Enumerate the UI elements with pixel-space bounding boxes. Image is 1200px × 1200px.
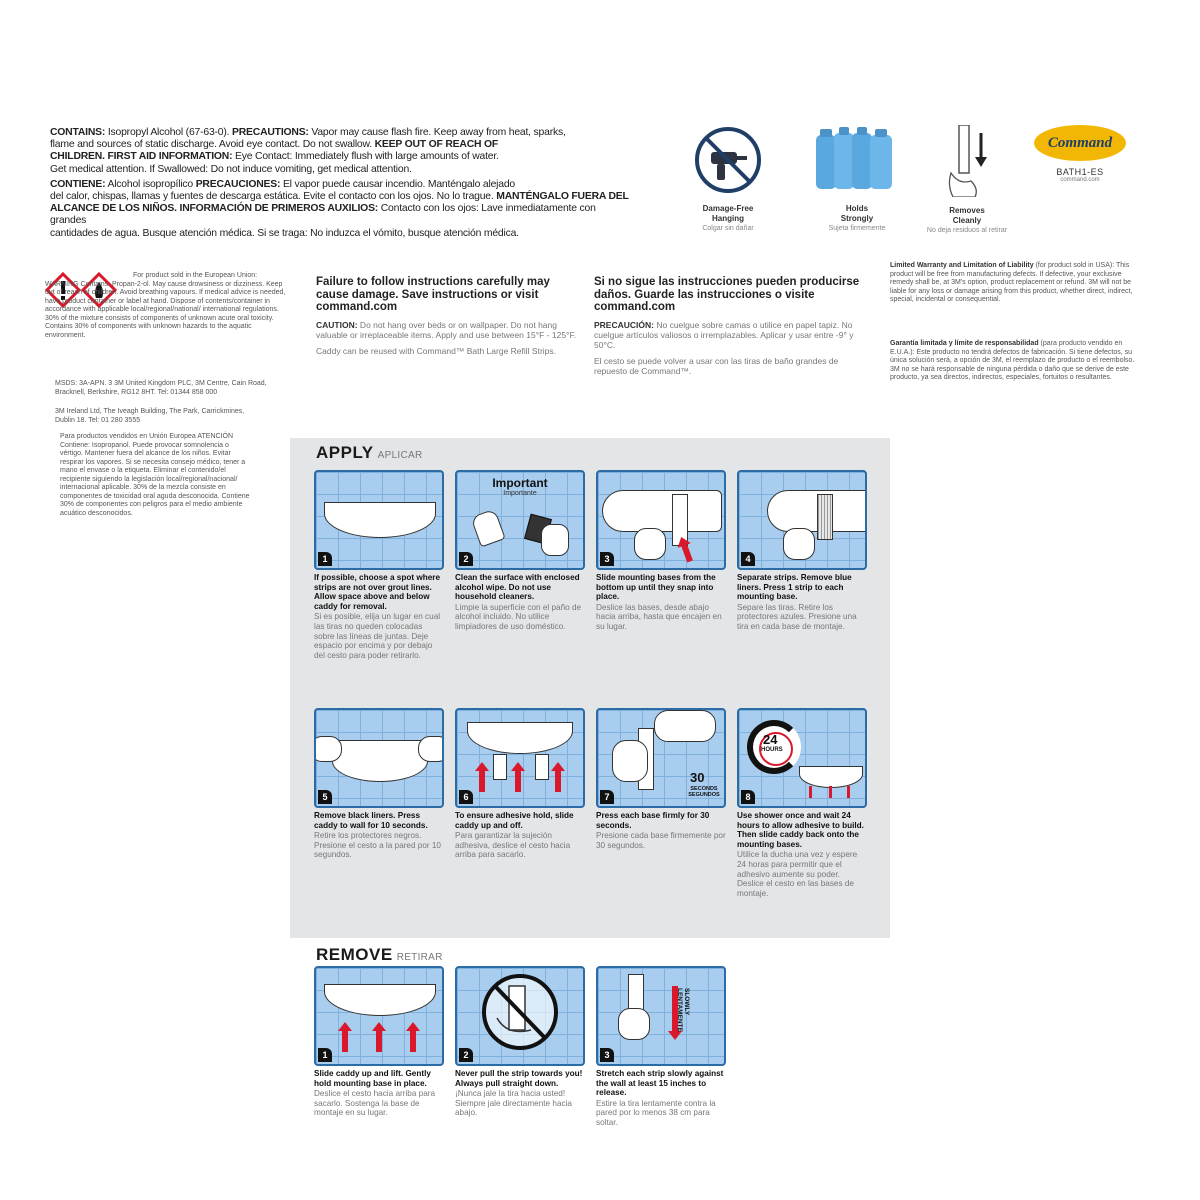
contains-text: Isopropyl Alcohol (67-63-0). xyxy=(105,127,232,138)
step-text-es: ¡Nunca jale la tira hacia usted! Siempre jale directamente hacia abajo. xyxy=(455,1089,572,1118)
contains-block xyxy=(50,127,630,243)
step-number: 2 xyxy=(459,552,473,566)
step-illustration xyxy=(596,966,726,1066)
primeros-auxilios-text-2: cantidades de agua. Busque atención médica. Si se traga: No induzca el vómito, busque atención médica. xyxy=(50,227,519,239)
step-illustration xyxy=(314,470,444,570)
caution-text-es: No cuelgue sobre camas o utilice en papel tapiz. No cuelgue artículos valiosos o irremplazables. Aplicar y usar entre -9° y 50°C. xyxy=(594,319,854,350)
step-text-en: Slide caddy up and lift. Gently hold mounting base in place. xyxy=(314,1069,431,1088)
precauciones-label: PRECAUCIONES: xyxy=(195,178,281,190)
bottles-icon xyxy=(812,125,902,195)
feature-subtitle: Sujeta firmemente xyxy=(828,225,886,232)
important-label-es: Importante xyxy=(503,490,537,497)
brand-name: Command xyxy=(1047,134,1113,151)
precautions-text: Vapor may cause flash fire. Keep away from heat, sparks, xyxy=(308,127,566,138)
seconds-number: 30 xyxy=(690,770,705,785)
apply-step-3 xyxy=(596,470,726,632)
step-number: 1 xyxy=(318,1048,332,1062)
step-illustration xyxy=(737,708,867,808)
feature-title: Holds Strongly xyxy=(840,204,874,223)
step-text-en: Separate strips. Remove blue liners. Press 1 strip to each mounting base. xyxy=(737,573,852,602)
step-number: 3 xyxy=(600,552,614,566)
contains-es xyxy=(50,179,630,240)
model-number: BATH1-ES xyxy=(1056,167,1104,177)
first-aid-label: CHILDREN. FIRST AID INFORMATION: xyxy=(50,151,233,163)
feature-holds-strongly xyxy=(812,125,902,233)
step-number: 5 xyxy=(318,790,332,804)
step-illustration xyxy=(596,708,726,808)
precauciones-text: El vapor puede causar incendio. Manténgalo alejado xyxy=(280,178,515,190)
failure-notice-es xyxy=(594,276,866,376)
precautions-text-2: flame and sources of static discharge. Avoid eye contact. Do not swallow. xyxy=(50,139,375,151)
step-text-en: Remove black liners. Press caddy to wall for 10 seconds. xyxy=(314,811,428,830)
no-pull-icon xyxy=(457,968,583,1064)
feature-subtitle: No deja residuos al retirar xyxy=(926,227,1008,234)
failure-heading-en: Failure to follow instructions carefully may cause damage. Save instructions or visit command.com xyxy=(316,276,550,313)
step-text-en: Never pull the strip towards you! Always pull straight down. xyxy=(455,1069,583,1088)
step-illustration xyxy=(314,966,444,1066)
caution-en xyxy=(316,320,578,340)
remove-step-3 xyxy=(596,966,726,1128)
step-illustration xyxy=(455,708,585,808)
step-text-en: To ensure adhesive hold, slide caddy up and off. xyxy=(455,811,574,830)
step-number: 4 xyxy=(741,552,755,566)
step-number: 7 xyxy=(600,790,614,804)
step-text-es: Limpie la superficie con el paño de alcohol incluido. No utilice limpiadores de uso doméstico. xyxy=(455,602,582,631)
eu-address-ireland: 3M Ireland Ltd, The Iveagh Building, The Park, Carrickmines, Dublin 18. Tel: 01 280 3555 xyxy=(55,408,245,424)
step-number: 1 xyxy=(318,552,332,566)
seconds-label: SECONDS SEGUNDOS xyxy=(688,786,720,798)
step-number: 6 xyxy=(459,790,473,804)
feature-title: Damage-Free Hanging xyxy=(702,204,754,223)
step-illustration xyxy=(455,470,585,570)
contiene-text: Alcohol isopropílico xyxy=(105,178,196,190)
step-number: 3 xyxy=(600,1048,614,1062)
keep-out-label: KEEP OUT OF REACH OF xyxy=(374,139,499,151)
step-text-es: Deslice el cesto hacia arriba para sacarlo. Sostenga la base de montaje en su lugar. xyxy=(314,1089,436,1118)
eu-warning-text-es: Para productos vendidos en Unión Europea ATENCIÓN Contiene: Isopropanol. Puede provocar somnolencia o vértigo. Mantener fuera del alcance de los niños. Evitar respirar los vapores. Si se necesita consejo médico, tener a mano el envase o la etiqueta. Eliminar el contenido/el recipiente siguiendo la legislación local/regional/nacional/ internacional aplicable. 30% de la mezcla consiste en componentes de toxicidad oral aguda desconocida. Contiene 30% de componentes con peligros para el medio ambiente acuático desconocidos. xyxy=(60,433,250,517)
important-label: Important xyxy=(492,476,548,490)
step-illustration xyxy=(455,966,585,1066)
slowly-label: SLOWLY LENTAMENTE xyxy=(676,988,690,1032)
step-text-es: Deslice las bases, desde abajo hacia arriba, hasta que encajen en su lugar. xyxy=(596,602,722,631)
step-text-es: Utilice la ducha una vez y espere 24 horas para permitir que el adhesivo aumente su poder. Deslice el cesto en las bases de montaje. xyxy=(737,850,858,898)
step-illustration xyxy=(737,470,867,570)
warranty-title-en: Limited Warranty and Limitation of Liability xyxy=(890,262,1034,269)
failure-notice-en xyxy=(316,276,578,356)
eu-address-uk: MSDS: 3A-APN. 3 3M United Kingdom PLC, 3M Centre, Cain Road, Bracknell, Berkshire, RG12 8HT. Tel: 01344 858 000 xyxy=(55,380,267,396)
remove-heading xyxy=(316,945,443,965)
feature-title: Removes Cleanly xyxy=(949,206,985,225)
reuse-text-es: El cesto se puede volver a usar con las tiras de baño grandes de repuesto de Command™. xyxy=(594,355,839,376)
command-logo xyxy=(1034,125,1126,161)
no-drill-icon xyxy=(693,125,763,195)
warranty-es xyxy=(890,340,1135,383)
primeros-auxilios-label: ALCANCE DE LOS NIÑOS. INFORMACIÓN DE PRIMEROS AUXILIOS: xyxy=(50,203,379,215)
warranty-text-es: (para producto vendido en E.U.A.): Este producto no tendrá defectos de fabricación. Si tiene defectos, su única solución será, a opción de 3M, el reemplazo de producto o el reembolso. 3M no se hará responsable de ninguna pérdida o daño que se derive de este producto, ya sea directos, indirectos, especiales, fortuitos o resultantes. xyxy=(890,340,1135,381)
step-text-en: Use shower once and wait 24 hours to allow adhesive to build. Then slide caddy back onto the mounting bases. xyxy=(737,811,864,849)
caution-label-en: CAUTION: xyxy=(316,319,358,330)
contains-en xyxy=(50,127,630,176)
apply-heading xyxy=(316,443,423,463)
step-text-en: Clean the surface with enclosed alcohol wipe. Do not use household cleaners. xyxy=(455,573,580,602)
precauciones-text-2: del calor, chispas, llamas y fuentes de descarga estática. Evite el contacto con los ojos. No lo trague. xyxy=(50,191,497,203)
apply-title: APPLY xyxy=(316,443,374,462)
remove-step-1 xyxy=(314,966,444,1118)
step-text-es: Para garantizar la sujeción adhesiva, deslice el cesto hacia arriba para sacarlo. xyxy=(455,831,571,860)
apply-step-8 xyxy=(737,708,867,898)
feature-removes-cleanly xyxy=(922,125,1012,235)
feature-damage-free xyxy=(683,125,773,233)
step-text-es: Estire la tira lentamente contra la pared por lo menos 38 cm para soltar. xyxy=(596,1098,716,1127)
contains-label: CONTAINS: xyxy=(50,127,106,138)
step-text-en: Press each base firmly for 30 seconds. xyxy=(596,811,710,830)
brand-site: command.com xyxy=(1060,177,1100,183)
contiene-label: CONTIENE: xyxy=(50,178,106,190)
step-text-en: Stretch each strip slowly against the wall at least 15 inches to release. xyxy=(596,1069,724,1098)
caution-es xyxy=(594,320,866,350)
step-illustration xyxy=(314,708,444,808)
step-number: 8 xyxy=(741,790,755,804)
first-aid-text-2: Get medical attention. If Swallowed: Do not induce vomiting, get medical attention. xyxy=(50,163,412,175)
step-text-en: If possible, choose a spot where strips are not over grout lines. Allow space above and below caddy for removal. xyxy=(314,573,441,611)
primeros-auxilios-text: Contacto con los ojos: Lave inmediatamente con grandes xyxy=(50,203,596,227)
apply-subtitle: APLICAR xyxy=(377,450,423,461)
feature-subtitle: Colgar sin dañar xyxy=(702,225,754,232)
first-aid-text: Eye Contact: Immediately flush with large amounts of water. xyxy=(232,151,499,163)
step-text-es: Presione cada base firmemente por 30 segundos. xyxy=(596,831,726,850)
remove-title: REMOVE xyxy=(316,945,393,964)
warranty-en xyxy=(890,262,1135,305)
step-text-es: Si es posible, elija un lugar en cual las tiras no queden colocadas sobre las líneas de juntas. Deje espacio por encima y por debajo del cesto para poder retirarlo. xyxy=(314,612,441,660)
step-number: 2 xyxy=(459,1048,473,1062)
caution-text-en: Do not hang over beds or on wallpaper. Do not hang valuable or irreplaceable items. Apply and use between 15°F - 125°F. xyxy=(316,319,577,340)
step-text-en: Slide mounting bases from the bottom up until they snap into place. xyxy=(596,573,716,602)
step-text-es: Retire los protectores negros. Presione el cesto a la pared por 10 segundos. xyxy=(314,831,441,860)
apply-step-4 xyxy=(737,470,867,632)
reuse-text-en: Caddy can be reused with Command™ Bath Large Refill Strips. xyxy=(316,345,557,356)
warranty-text-en: (for product sold in USA): This product will be free from manufacturing defects. If defective, your exclusive remedy shall be, at 3M's option, product replacement or refund. 3M will not be liable for any loss or damage arising from this product, whether direct, indirect, special, incidental or consequential. xyxy=(890,262,1133,303)
failure-heading-es: Si no sigue las instrucciones pueden producirse daños. Guarde las instrucciones o visite command.com xyxy=(594,276,860,313)
mantengalo-label: MANTÉNGALO FUERA DEL xyxy=(496,191,629,203)
eu-warning-text: For product sold in the European Union: WARNING Contains: Propan-2-ol. May cause drowsiness or dizziness. Keep out of reach of children. Avoid breathing vapours. If medical advice is needed, have product container or label at hand. Dispose of contents/container in accordance with applicable local/regional/national/ international regulations. 30% of the mixture consists of components of unknown acute oral toxicity. Contains 30% of components with unknown hazards to the aquatic environment. xyxy=(45,272,286,339)
strip-pull-icon xyxy=(937,125,997,197)
apply-step-1 xyxy=(314,470,444,660)
apply-step-7 xyxy=(596,708,726,850)
step-text-es: Separe las tiras. Retire los protectores azules. Presione una tira en cada base de montaje. xyxy=(737,602,857,631)
apply-step-6 xyxy=(455,708,585,860)
caution-label-es: PRECAUCIÓN: xyxy=(594,319,654,330)
hours-number: 24 xyxy=(763,732,778,747)
apply-step-2 xyxy=(455,470,585,632)
step-illustration xyxy=(596,470,726,570)
remove-step-2 xyxy=(455,966,585,1118)
brand-block xyxy=(1030,125,1130,183)
warranty-title-es: Garantía limitada y límite de responsabilidad xyxy=(890,340,1039,347)
remove-subtitle: RETIRAR xyxy=(396,952,443,963)
apply-step-5 xyxy=(314,708,444,860)
precautions-label: PRECAUTIONS: xyxy=(232,127,309,138)
hours-label: HOURS xyxy=(761,747,783,753)
